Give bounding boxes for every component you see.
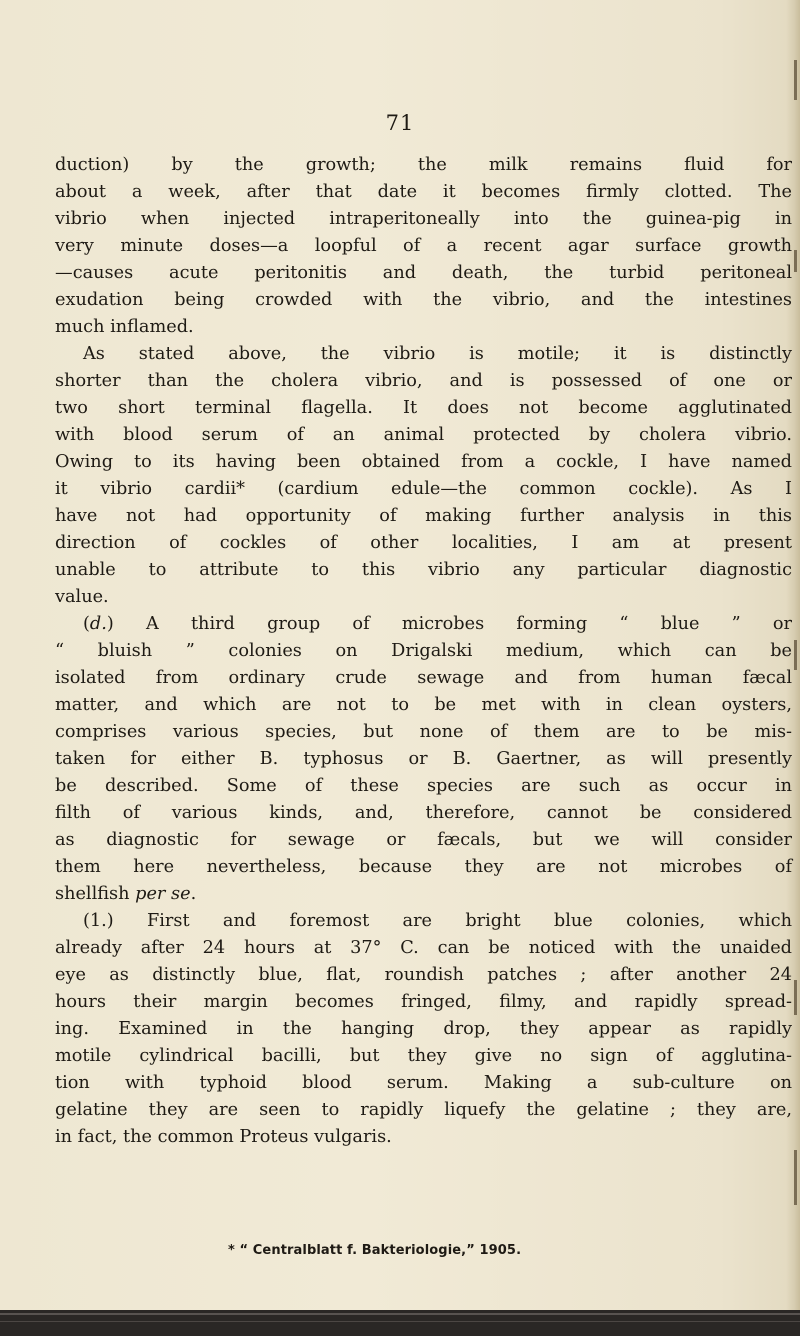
text-line: vibrio when injected intraperitoneally into the guinea-pig in — [55, 209, 792, 229]
page-number: 71 — [385, 111, 415, 135]
text-line: them here nevertheless, because they are not microbes of — [55, 857, 792, 877]
text-line: as diagnostic for sewage or fæcals, but we will consider — [55, 830, 792, 850]
text-line: (1.) First and foremost are bright blue colonies, which — [83, 911, 792, 931]
text-line: with blood serum of an animal protected by cholera vibrio. — [55, 425, 792, 445]
text-line: taken for either B. typhosus or B. Gaertner, as will presently — [55, 749, 792, 769]
text-line: duction) by the growth; the milk remains fluid for — [55, 155, 792, 175]
text-line: filth of various kinds, and, therefore, cannot be considered — [55, 803, 792, 823]
text-line: very minute doses—a loopful of a recent agar surface growth — [55, 236, 792, 256]
text-line: value. — [55, 587, 109, 607]
text-line: —causes acute peritonitis and death, the turbid peritoneal — [55, 263, 792, 283]
scan-bottom-edge — [0, 1310, 800, 1336]
text-line: As stated above, the vibrio is motile; it is distinctly — [83, 344, 792, 364]
text-line: ing. Examined in the hanging drop, they appear as rapidly — [55, 1019, 792, 1039]
text-line: hours their margin becomes fringed, filmy, and rapidly spread- — [55, 992, 792, 1012]
text-line: already after 24 hours at 37° C. can be noticed with the unaided — [55, 938, 792, 958]
text-line: gelatine they are seen to rapidly liquefy the gelatine ; they are, — [55, 1100, 792, 1120]
text-line: two short terminal flagella. It does not become agglutinated — [55, 398, 792, 418]
text-line: motile cylindrical bacilli, but they give no sign of agglutina- — [55, 1046, 792, 1066]
text-line: Owing to its having been obtained from a cockle, I have named — [55, 452, 792, 472]
text-line: “ bluish ” colonies on Drigalski medium, which can be — [55, 641, 792, 661]
footnote: * “ Centralblatt f. Bakteriologie,” 1905. — [228, 1243, 522, 1258]
text-line: in fact, the common Proteus vulgaris. — [55, 1127, 392, 1147]
text-line: shorter than the cholera vibrio, and is possessed of one or — [55, 371, 792, 391]
text-line: isolated from ordinary crude sewage and from human fæcal — [55, 668, 792, 688]
text-line: have not had opportunity of making further analysis in this — [55, 506, 792, 526]
text-line: about a week, after that date it becomes firmly clotted. The — [55, 182, 792, 202]
body-text — [55, 152, 792, 1151]
text-line: eye as distinctly blue, flat, roundish patches ; after another 24 — [55, 965, 792, 985]
text-line: exudation being crowded with the vibrio, and the intestines — [55, 290, 792, 310]
text-line: tion with typhoid blood serum. Making a sub-culture on — [55, 1073, 792, 1093]
text-line: unable to attribute to this vibrio any particular diagnostic — [55, 560, 792, 580]
text-line: comprises various species, but none of them are to be mis- — [55, 722, 792, 742]
text-line: much inflamed. — [55, 317, 194, 337]
text-line: direction of cockles of other localities, I am at present — [55, 533, 792, 553]
text-line: shellfish per se. — [55, 884, 197, 904]
text-line: matter, and which are not to be met with in clean oysters, — [55, 695, 792, 715]
text-line: (d.) A third group of microbes forming “ blue ” or — [83, 614, 792, 634]
text-line: be described. Some of these species are such as occur in — [55, 776, 792, 796]
text-line: it vibrio cardii* (cardium edule—the common cockle). As I — [55, 479, 792, 499]
